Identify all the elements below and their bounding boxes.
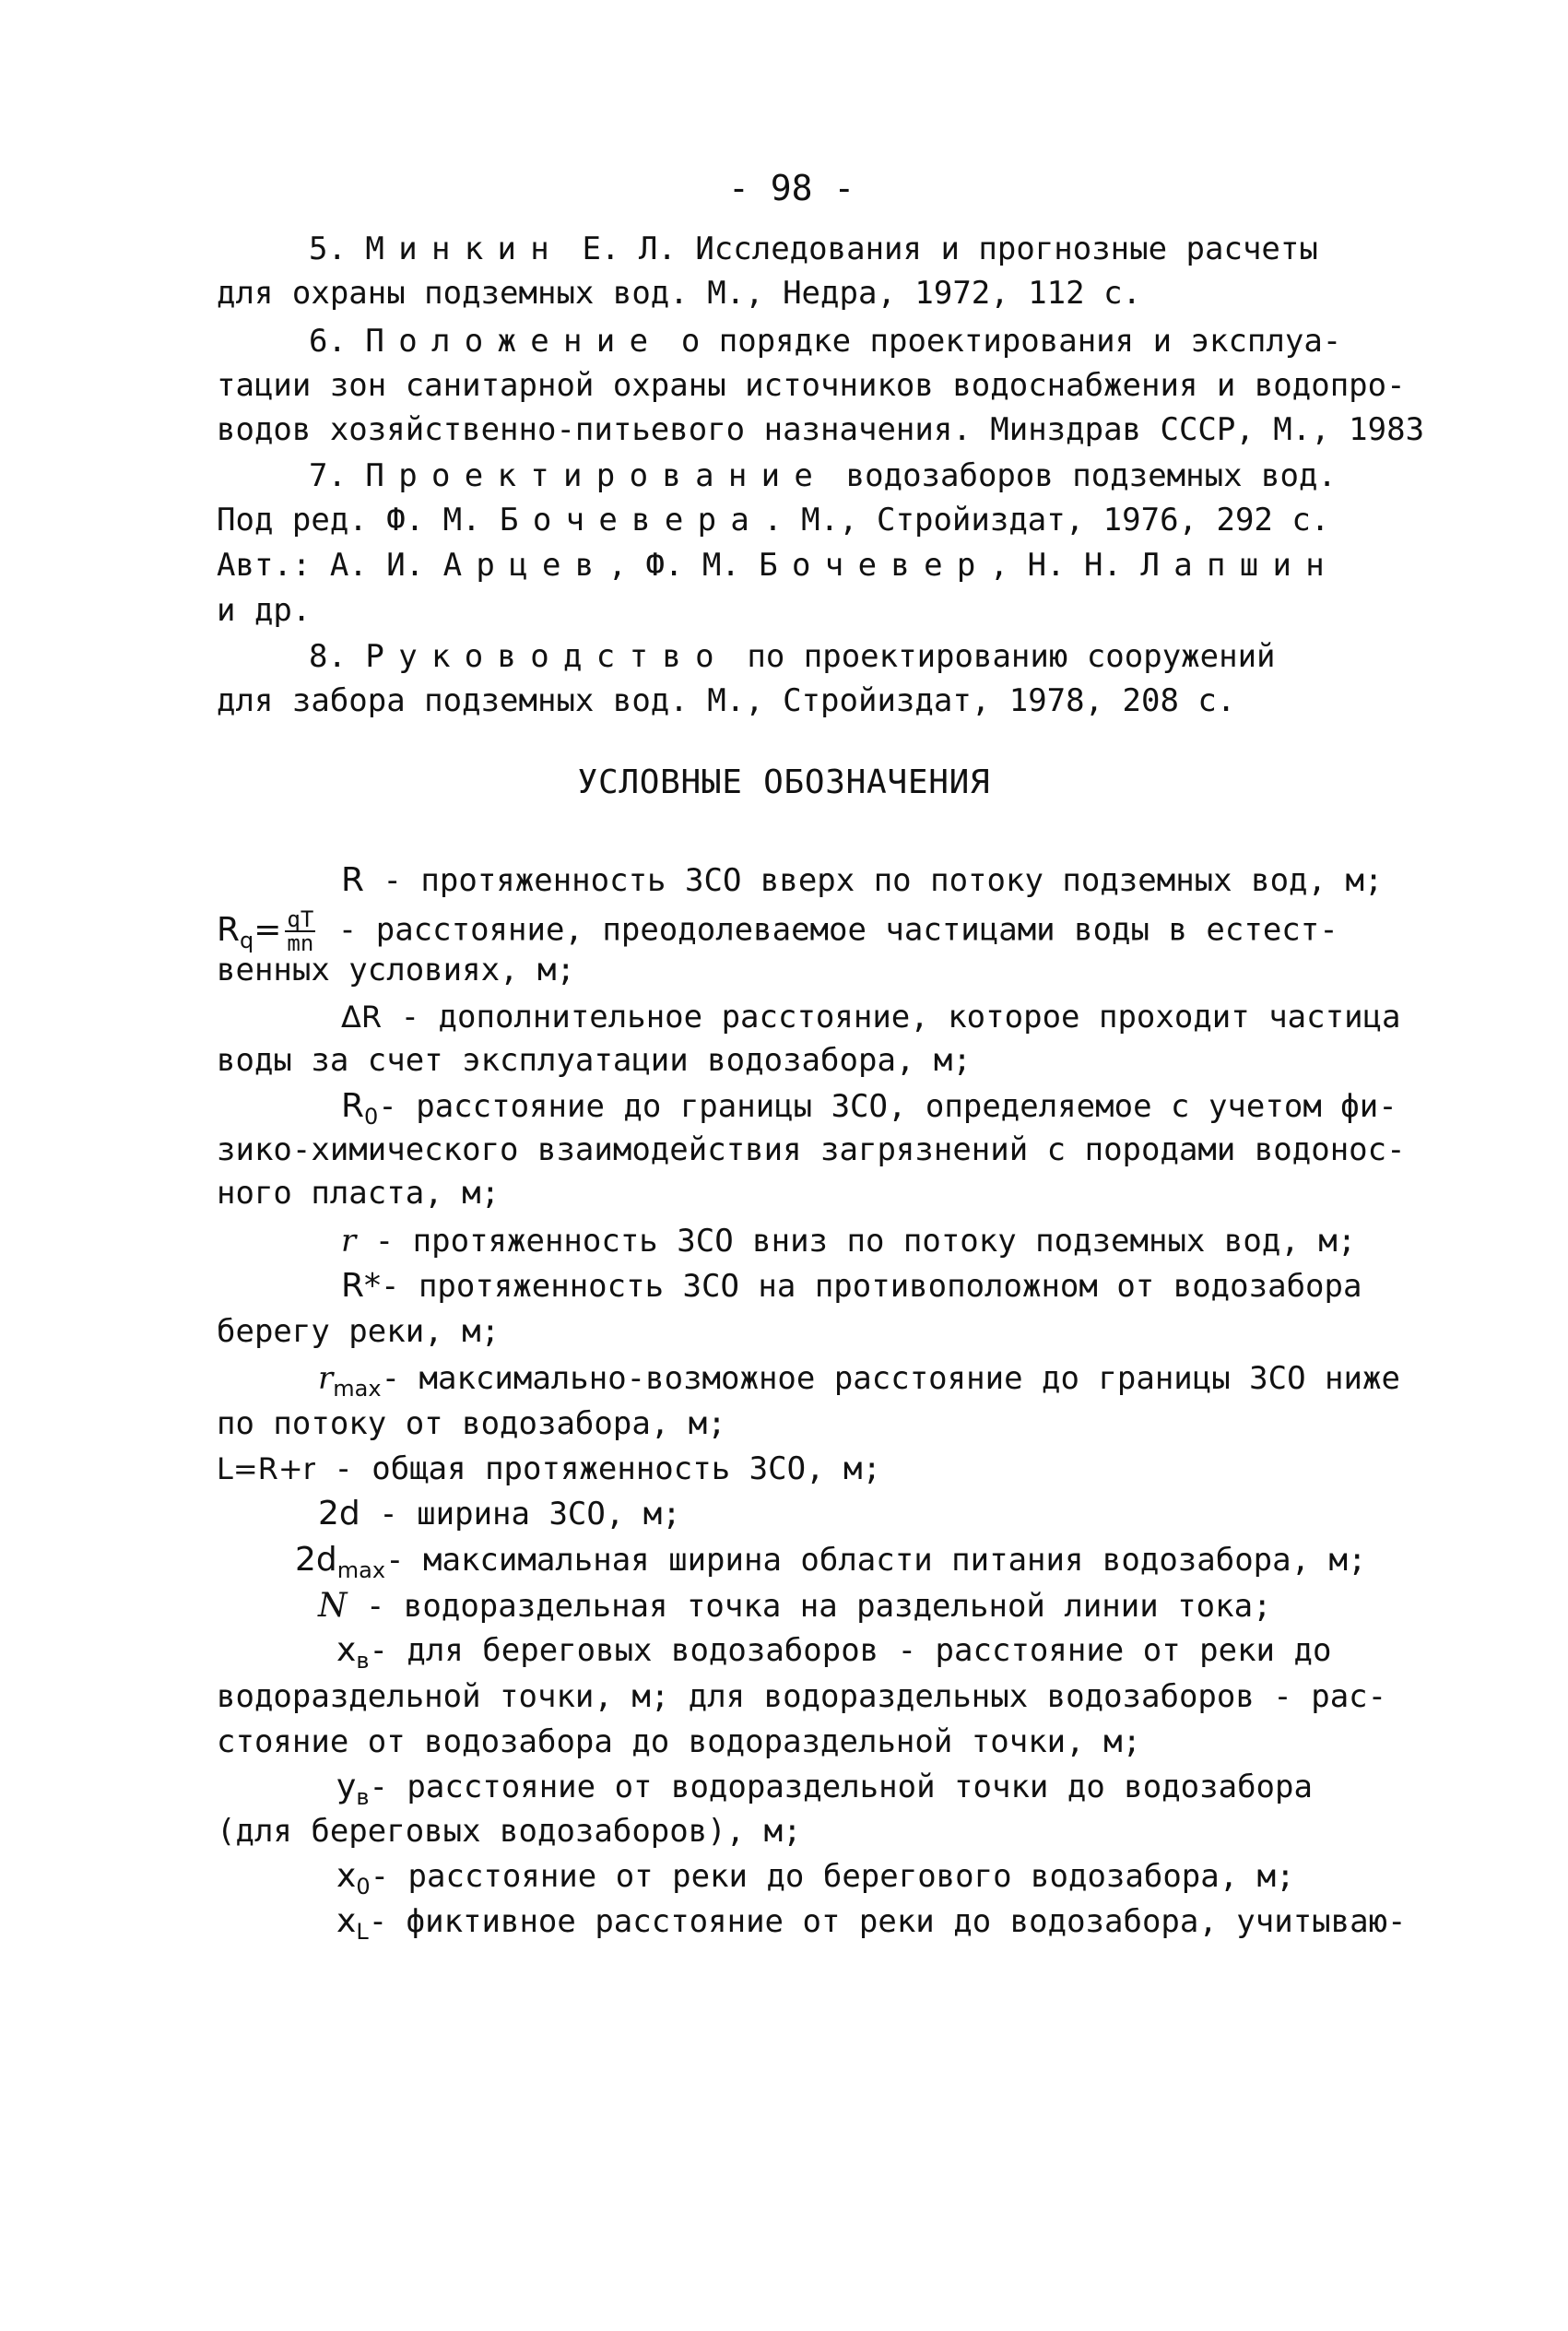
symbol-dR: ΔR [341, 1000, 383, 1035]
notation-xb-text-1: - для береговых водозаборов - расстояние от реки до [369, 1632, 1332, 1669]
fraction-denominator: mn [287, 930, 314, 956]
page-number: - 98 - [728, 168, 855, 208]
notation-x0-text: - расстояние от реки до берегового водозабора, м; [370, 1858, 1295, 1895]
reference-7-line-1 [309, 457, 1337, 494]
notation-Rq-text-1: - расстояние, преодолеваемое частицами воды в естест- [319, 911, 1338, 949]
notation-R-text: - протяженность ЗСО вверх по потоку подземных вод, м; [364, 862, 1384, 899]
text-part: водов хозяйственно-питьевого назначения. Минздрав СССР, М., 1983 [217, 411, 1425, 448]
notation-2dmax [295, 1542, 1367, 1589]
symbol-rmax-sub: max [333, 1375, 382, 1402]
symbol-2d: 2d [318, 1495, 360, 1532]
text-part: по проектированию сооружений [727, 638, 1276, 675]
symbol-2dmax-main: 2d [295, 1541, 337, 1579]
notation-dR [341, 999, 1401, 1035]
symbol-rmax [318, 1360, 382, 1402]
symbol-Rq-eq: = [253, 910, 282, 949]
symbol-2dmax-sub: max [336, 1557, 386, 1584]
notation-yb-text-1: - расстояние от водораздельной точки до водозабора [369, 1769, 1313, 1805]
symbol-Rq-sub: q [240, 927, 254, 953]
spaced-term: Проектирование [365, 457, 828, 494]
notation-r [341, 1223, 1356, 1260]
reference-7-line-2 [217, 502, 1329, 538]
spaced-term: Арцев [442, 547, 608, 584]
notation-xb [336, 1632, 1331, 1679]
reference-5-line-2 [217, 275, 1141, 312]
notation-N [318, 1588, 1272, 1625]
notation-rmax-text-1: - максимально-возможное расстояние до границы ЗСО ниже [381, 1360, 1400, 1397]
notation-rmax-line-2: по потоку от водозабора, м; [217, 1405, 726, 1442]
symbol-xL-main: x [336, 1902, 357, 1940]
text-part: Е. Л. Исследования и прогнозные расчеты [563, 231, 1318, 267]
notation-L-text: - общая протяженность ЗСО, м; [314, 1450, 881, 1487]
symbol-xL [336, 1902, 369, 1946]
text-part: 7. [309, 457, 366, 494]
notation-Rstar-line-2: берегу реки, м; [217, 1313, 501, 1350]
notation-r-text: - протяженность ЗСО вниз по потоку подземных вод, м; [356, 1223, 1357, 1260]
notation-Rstar-text-1: - протяженность ЗСО на противоположном от водозабора [381, 1268, 1362, 1305]
symbol-xb-sub: в [356, 1648, 370, 1674]
text-part: . М., Стройиздат, 1976, 292 с. [763, 502, 1330, 538]
symbol-r: r [341, 1223, 357, 1260]
notation-2dmax-text: - максимальная ширина области питания водозабора, м; [385, 1542, 1367, 1579]
symbol-rmax-main: r [318, 1360, 334, 1397]
notation-rmax [318, 1360, 1400, 1407]
text-part: и др. [217, 592, 312, 629]
text-part: 8. [309, 638, 366, 675]
symbol-Rq [217, 910, 282, 953]
fraction-numerator: qT [287, 906, 314, 932]
reference-7-line-3 [217, 547, 1338, 584]
notation-yb [336, 1769, 1313, 1816]
text-part: о порядке проектирования и эксплуа- [662, 323, 1342, 360]
notation-R0-text-1: - расстояние до границы ЗСО, определяемое с учетом фи- [378, 1088, 1397, 1125]
symbol-yb [336, 1768, 370, 1811]
reference-6-line-2 [217, 367, 1406, 404]
symbol-yb-main: y [336, 1768, 357, 1805]
text-part: для охраны подземных вод. М., Недра, 1972, 112 с. [217, 275, 1142, 312]
notation-R [341, 862, 1383, 899]
notation-Rq-line-2: венных условиях, м; [217, 952, 575, 988]
symbol-xL-sub: L [356, 1919, 369, 1946]
spaced-term: Руководство [365, 638, 728, 675]
symbol-xb [336, 1631, 370, 1674]
text-part: 5. [309, 231, 366, 267]
notation-2d-text: - ширина ЗСО, м; [360, 1496, 681, 1532]
symbol-R0 [341, 1087, 379, 1130]
symbol-R0-main: R [341, 1087, 365, 1125]
reference-7-line-4 [217, 592, 311, 629]
spaced-term: Положение [365, 323, 663, 360]
symbol-2dmax [295, 1541, 386, 1584]
notation-R0-line-3: ного пласта, м; [217, 1175, 501, 1212]
notation-xL [336, 1903, 1407, 1950]
symbol-N: N [318, 1587, 348, 1625]
symbol-Rstar: R* [341, 1267, 382, 1305]
symbol-yb-sub: в [356, 1784, 370, 1811]
notation-R0 [341, 1088, 1397, 1135]
reference-6-line-1 [309, 323, 1341, 360]
symbol-xb-main: x [336, 1631, 357, 1669]
notation-x0 [336, 1858, 1295, 1905]
symbol-L: L=R+r [217, 1451, 315, 1486]
reference-6-line-3 [217, 411, 1424, 448]
notation-xb-line-3: стояние от водозабора до водораздельной точки, м; [217, 1723, 1142, 1760]
text-part: 6. [309, 323, 366, 360]
spaced-term: Минкин [365, 231, 564, 267]
spaced-term: Бочевер [759, 547, 990, 584]
symbol-R: R [341, 861, 365, 899]
symbol-x0-main: x [336, 1857, 357, 1895]
symbol-R0-sub: 0 [364, 1104, 379, 1130]
spaced-term: Лапшин [1140, 547, 1339, 584]
text-part: тации зон санитарной охраны источников водоснабжения и водопро- [217, 367, 1406, 404]
notation-Rstar [341, 1268, 1362, 1305]
reference-8-line-1 [309, 638, 1276, 675]
symbol-x0-sub: 0 [356, 1874, 371, 1900]
reference-5-line-1 [309, 231, 1318, 267]
notation-N-text: - водораздельная точка на раздельной линии тока; [347, 1588, 1272, 1625]
section-title: УСЛОВНЫЕ ОБОЗНАЧЕНИЯ [577, 763, 991, 801]
symbol-x0 [336, 1857, 371, 1900]
text-part: для забора подземных вод. М., Стройиздат, 1978, 208 с. [217, 682, 1236, 719]
text-part: Под ред. Ф. М. [217, 502, 501, 538]
reference-8-line-2 [217, 682, 1235, 719]
notation-yb-line-2: (для береговых водозаборов), м; [217, 1813, 802, 1850]
text-part: Авт.: А. И. [217, 547, 443, 584]
symbol-Rq-main: R [217, 910, 241, 949]
notation-dR-text-1: - дополнительное расстояние, которое проходит частица [382, 999, 1401, 1035]
notation-L [217, 1450, 881, 1487]
notation-xL-text: - фиктивное расстояние от реки до водозабора, учитываю- [368, 1903, 1407, 1940]
text-part: , Н. Н. [989, 547, 1141, 584]
text-part: водозаборов подземных вод. [827, 457, 1337, 494]
notation-R0-line-2: зико-химического взаимодействия загрязнений с породами водонос- [217, 1131, 1406, 1168]
text-part: , Ф. М. [607, 547, 760, 584]
notation-2d [318, 1496, 681, 1532]
notation-dR-line-2: воды за счет эксплуатации водозабора, м; [217, 1042, 972, 1079]
spaced-term: Бочевера [500, 502, 764, 538]
fraction-qT-mn [285, 908, 315, 954]
notation-xb-line-2: водораздельной точки, м; для водораздельных водозаборов - рас- [217, 1678, 1387, 1715]
